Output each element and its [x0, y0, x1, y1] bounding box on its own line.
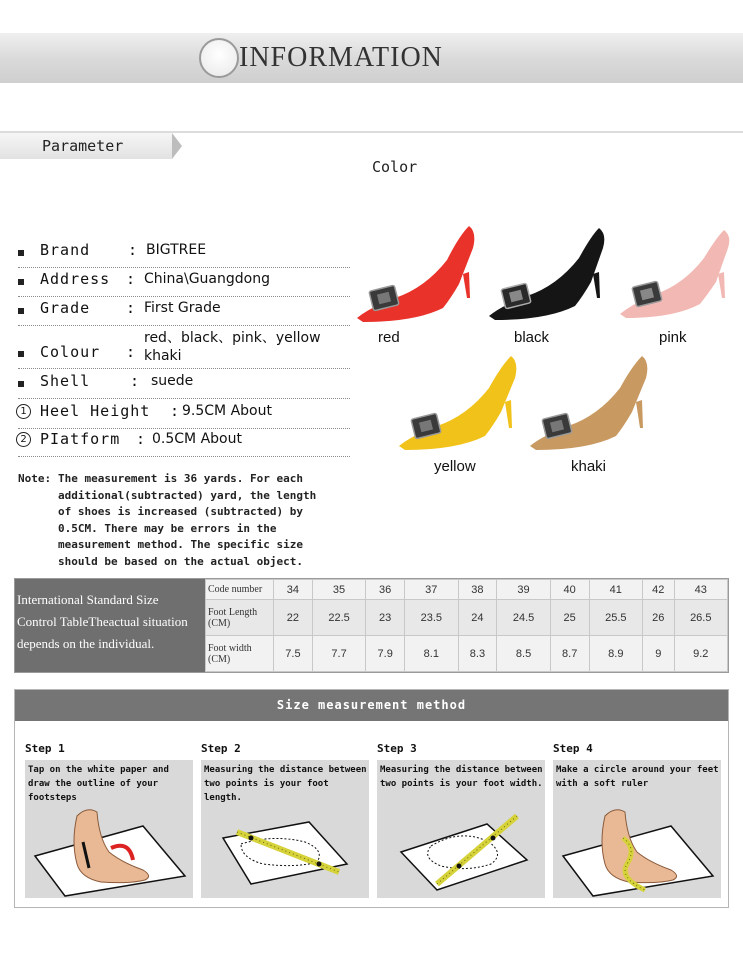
spec-key: Heel Height	[40, 402, 151, 420]
spec-key: Brand	[40, 241, 91, 259]
spec-shell	[18, 371, 350, 399]
size-table	[14, 578, 729, 673]
caption-line: Control TableTheactual situation	[17, 614, 188, 629]
spec-value: China\Guangdong	[144, 271, 270, 287]
note-line: 0.5CM. There may be errors in the	[58, 521, 277, 535]
table-cell: 34	[274, 580, 313, 600]
spec-heel-height	[18, 401, 350, 429]
step-title: Step 2	[201, 742, 241, 755]
table-cell: 7.9	[366, 636, 405, 672]
spec-value-line2: khaki	[144, 348, 182, 364]
table-cell: 36	[366, 580, 405, 600]
spec-colour	[18, 327, 350, 369]
table-cell: 8.5	[497, 636, 550, 672]
bullet-icon	[18, 351, 24, 357]
spec-address	[18, 269, 350, 297]
note-line: additional(subtracted) yard, the length	[58, 488, 317, 502]
table-cell: 42	[643, 580, 675, 600]
red-pump-image	[355, 222, 480, 327]
step-text: Measuring the distance between two points is your foot width.	[380, 765, 543, 789]
bullet-icon	[18, 308, 24, 314]
table-cell: 25.5	[589, 600, 642, 636]
parameter-label: Parameter	[42, 137, 124, 155]
foot-circumference-illustration	[553, 798, 721, 898]
table-cell: 41	[589, 580, 642, 600]
spec-colon: :	[170, 402, 180, 420]
step-card	[25, 760, 193, 898]
banner-circle-ornament	[199, 38, 239, 78]
spec-colon: :	[128, 241, 138, 259]
table-cell: 23	[366, 600, 405, 636]
size-grid	[205, 579, 728, 672]
khaki-pump-image	[528, 352, 653, 454]
information-banner	[0, 33, 743, 83]
table-cell: 8.3	[458, 636, 497, 672]
step-1	[25, 742, 195, 897]
size-measurement-section	[14, 689, 729, 908]
banner-title: INFORMATION	[239, 42, 443, 73]
shoe-label-red: red	[378, 329, 400, 346]
foot-length-illustration	[201, 798, 369, 898]
table-cell: 43	[674, 580, 727, 600]
spec-key: Colour	[40, 343, 101, 361]
spec-key: PIatform	[40, 430, 121, 448]
color-heading: Color	[372, 158, 418, 176]
spec-colon: :	[126, 343, 136, 361]
pink-pump-image	[618, 226, 736, 322]
step-title: Step 1	[25, 742, 65, 755]
row-label: Foot Length (CM)	[206, 600, 274, 636]
table-cell: 22	[274, 600, 313, 636]
shoe-label-khaki: khaki	[571, 458, 607, 475]
yellow-pump-image	[397, 352, 522, 454]
row-label: Foot width (CM)	[206, 636, 274, 672]
table-row	[206, 580, 728, 600]
bullet-icon	[18, 250, 24, 256]
step-title: Step 4	[553, 742, 593, 755]
spec-value-line1: red、black、pink、yellow	[144, 330, 321, 346]
shoe-label-black: black	[514, 329, 550, 346]
table-cell: 8.7	[550, 636, 589, 672]
spec-key: Shell	[40, 372, 91, 390]
table-cell: 8.9	[589, 636, 642, 672]
step-card	[201, 760, 369, 898]
spec-value: BIGTREE	[146, 242, 207, 258]
caption-line: International Standard Size	[17, 592, 159, 607]
table-cell: 24	[458, 600, 497, 636]
step-text: Tap on the white paper and draw the outline of your footsteps	[28, 765, 169, 803]
row-label: Code number	[206, 580, 274, 600]
table-cell: 8.1	[405, 636, 458, 672]
spec-colon: :	[126, 299, 136, 317]
spec-colon: :	[136, 430, 146, 448]
table-cell: 39	[497, 580, 550, 600]
table-cell: 37	[405, 580, 458, 600]
foot-outline-illustration	[25, 798, 193, 898]
spec-key: Grade	[40, 299, 91, 317]
table-cell: 7.7	[312, 636, 365, 672]
table-cell: 24.5	[497, 600, 550, 636]
table-cell: 38	[458, 580, 497, 600]
note-line: The measurement is 36 yards. For each	[58, 472, 304, 485]
circled-number-icon: 1	[16, 404, 31, 419]
spec-value: First Grade	[144, 300, 221, 316]
section-title: Size measurement method	[15, 690, 728, 721]
step-3	[377, 742, 547, 897]
spec-colon: :	[126, 270, 136, 288]
step-text: Measuring the distance between two points is your foot length.	[204, 765, 367, 803]
size-table-caption	[15, 579, 205, 672]
table-cell: 26.5	[674, 600, 727, 636]
note-head: Note:	[18, 472, 52, 485]
shoe-label-pink: pink	[659, 329, 687, 346]
step-4	[553, 742, 723, 897]
step-card	[377, 760, 545, 898]
table-cell: 7.5	[274, 636, 313, 672]
table-cell: 25	[550, 600, 589, 636]
table-cell: 40	[550, 580, 589, 600]
spec-platform	[18, 429, 350, 457]
table-cell: 9.2	[674, 636, 727, 672]
spec-value: 9.5CM About	[182, 403, 272, 419]
table-cell: 23.5	[405, 600, 458, 636]
spec-value: suede	[151, 373, 194, 389]
caption-line: depends on the individual.	[17, 636, 155, 651]
table-cell: 26	[643, 600, 675, 636]
step-text: Make a circle around your feet with a soft ruler	[556, 765, 719, 789]
spec-colon: :	[130, 372, 140, 390]
step-title: Step 3	[377, 742, 417, 755]
bullet-icon	[18, 279, 24, 285]
spec-brand	[18, 240, 350, 268]
step-card	[553, 760, 721, 898]
table-row	[206, 600, 728, 636]
note-line: should be based on the actual object.	[58, 554, 304, 568]
table-cell: 35	[312, 580, 365, 600]
table-cell: 9	[643, 636, 675, 672]
circled-number-icon: 2	[16, 432, 31, 447]
step-2	[201, 742, 371, 897]
spec-grade	[18, 298, 350, 326]
table-cell: 22.5	[312, 600, 365, 636]
measurement-note	[18, 471, 348, 570]
spec-value: 0.5CM About	[152, 431, 242, 447]
table-row	[206, 636, 728, 672]
black-pump-image	[487, 224, 612, 324]
shoe-label-yellow: yellow	[434, 458, 476, 475]
note-line: measurement method. The specific size	[58, 538, 304, 551]
spec-key: Address	[40, 270, 111, 288]
bullet-icon	[18, 381, 24, 387]
note-line: of shoes is increased (subtracted) by	[58, 505, 304, 518]
foot-width-illustration	[377, 798, 545, 898]
